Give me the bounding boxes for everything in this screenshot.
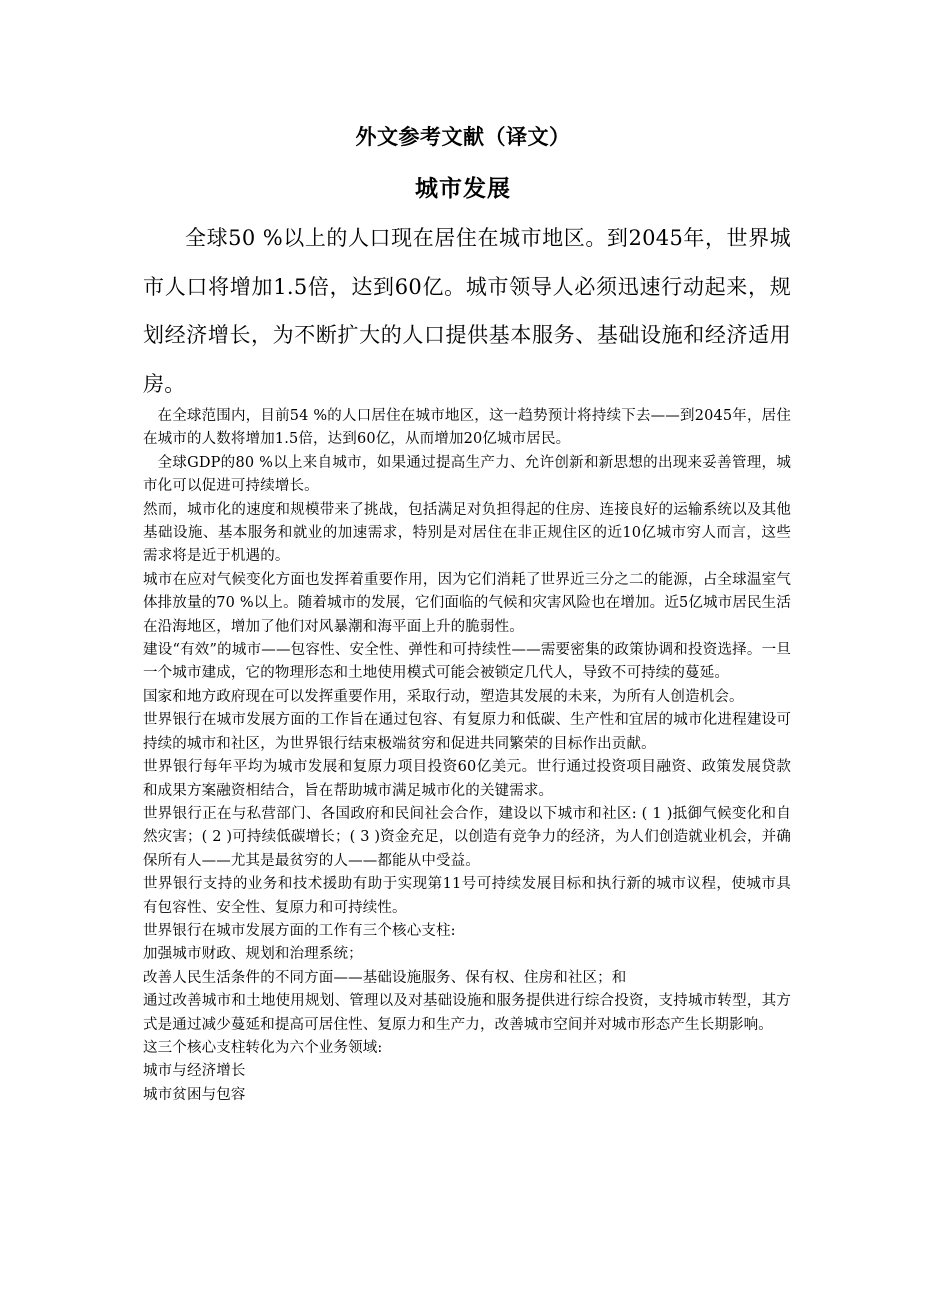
list-item: 城市贫困与包容	[143, 1086, 246, 1103]
paragraph: 在全球范围内，目前54 %的人口居住在城市地区，这一趋势预计将持续下去——到2045年，居住在城市的人数将增加1.5倍，达到60亿，从而增加20亿城市居民。	[143, 408, 791, 448]
list-item: 城市与经济增长	[143, 1063, 246, 1080]
paragraph: 城市在应对气候变化方面也发挥着重要作用，因为它们消耗了世界近三分之二的能源，占全球温室气体排放量的70 %以上。随着城市的发展，它们面临的气候和灾害风险也在增加。近5亿城市居民生活在沿海地区，增加了他们对风暴潮和海平面上升的脆弱性。	[143, 571, 791, 635]
paragraph: 世界银行在城市发展方面的工作有三个核心支柱:	[143, 922, 456, 939]
list-item: 改善人民生活条件的不同方面——基础设施服务、保有权、住房和社区；和	[143, 969, 627, 986]
document-heading: 外文参考文献（译文）	[355, 125, 571, 149]
paragraph: 世界银行正在与私营部门、各国政府和民间社会合作，建设以下城市和社区: ( 1 )抵御气候变化和自然灾害；( 2 )可持续低碳增长；( 3 )资金充足，以创造有竞争力的经济，为人们创造就业机会，并确保所有人——尤其是最贫穷的人——都能从中受益。	[143, 805, 791, 869]
paragraph: 建设“有效”的城市——包容性、安全性、弹性和可持续性——需要密集的政策协调和投资选择。一旦一个城市建成，它的物理形态和土地使用模式可能会被锁定几代人，导致不可持续的蔓延。	[143, 642, 791, 682]
lead-paragraph: 全球50 %以上的人口现在居住在城市地区。到2045年，世界城市人口将增加1.5倍，达到60亿。城市领导人必须迅速行动起来，规划经济增长，为不断扩大的人口提供基本服务、基础设施和经济适用房。	[143, 226, 791, 396]
paragraph: 国家和地方政府现在可以发挥重要作用，采取行动，塑造其发展的未来，为所有人创造机会。	[143, 688, 744, 705]
list-item: 加强城市财政、规划和治理系统；	[143, 946, 363, 963]
document-title: 城市发展	[415, 176, 511, 202]
paragraph: 世界银行每年平均为城市发展和复原力项目投资60亿美元。世行通过投资项目融资、政策发展贷款和成果方案融资相结合，旨在帮助城市满足城市化的关键需求。	[143, 759, 791, 799]
paragraph: 世界银行支持的业务和技术援助有助于实现第11号可持续发展目标和执行新的城市议程，使城市具有包容性、安全性、复原力和可持续性。	[143, 876, 791, 916]
paragraph: 然而，城市化的速度和规模带来了挑战，包括满足对负担得起的住房、连接良好的运输系统以及其他基础设施、基本服务和就业的加速需求，特别是对居住在非正规住区的近10亿城市穷人而言，这些需求将是近于机遇的。	[143, 501, 791, 565]
body-text	[143, 405, 791, 1107]
list-item: 通过改善城市和土地使用规划、管理以及对基础设施和服务提供进行综合投资，支持城市转型，其方式是通过减少蔓延和提高可居住性、复原力和生产力，改善城市空间并对城市形态产生长期影响。	[143, 993, 791, 1033]
paragraph: 这三个核心支柱转化为六个业务领域:	[143, 1039, 383, 1056]
paragraph: 世界银行在城市发展方面的工作旨在通过包容、有复原力和低碳、生产性和宜居的城市化进程建设可持续的城市和社区，为世界银行结束极端贫穷和促进共同繁荣的目标作出贡献。	[143, 712, 791, 752]
paragraph: 全球GDP的80 %以上来自城市，如果通过提高生产力、允许创新和新思想的出现来妥善管理，城市化可以促进可持续增长。	[143, 454, 791, 495]
